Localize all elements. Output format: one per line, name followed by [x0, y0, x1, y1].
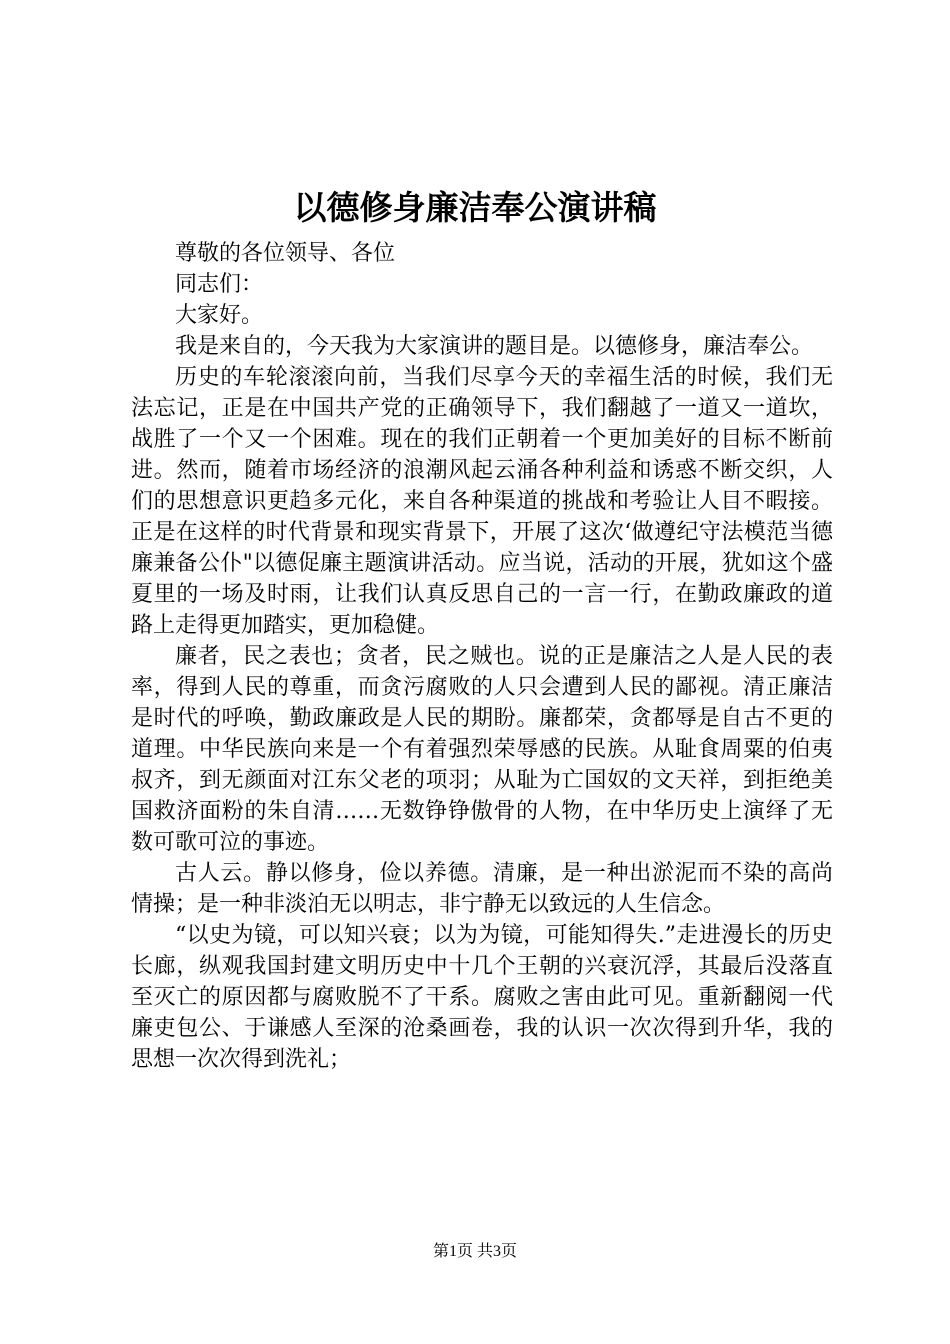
document-title: 以德修身廉洁奉公演讲稿 [293, 188, 657, 227]
paragraph-salutation-1: 尊敬的各位领导、各位 [175, 241, 396, 266]
paragraph-mirror: “以史为镜，可以知兴衰；以为为镜，可能知得失.”走进漫长的历史长廊，纵观我国封建文明历史中十几个王朝的兴衰沉浮，其最后没落直至灭亡的原因都与腐败脱不了干系。腐败之害由此可见。重新翻阅一代廉吏包公、于谦感人至深的沧桑画卷，我的认识一次次得到升华，我的思想一次次得到洗礼； [131, 923, 833, 1072]
paragraph-greeting: 大家好。 [175, 303, 264, 328]
paragraph-ancients: 古人云。静以修身，俭以养德。清廉，是一种出淤泥而不染的高尚情操；是一种非淡泊无以明志，非宁静无以致远的人生信念。 [131, 861, 833, 917]
paragraph-history: 历史的车轮滚滚向前，当我们尽享今天的幸福生活的时候，我们无法忘记，正是在中国共产党的正确领导下，我们翻越了一道又一道坎，战胜了一个又一个困难。现在的我们正朝着一个更加美好的目标不断前进。然而，随着市场经济的浪潮风起云涌各种利益和诱惑不断交织，人们的思想意识更趋多元化，来自各种渠道的挑战和考验让人目不暇接。正是在这样的时代背景和现实背景下，开展了这次‘做遵纪守法模范当德廉兼备公仆"以德促廉主题演讲活动。应当说，活动的开展，犹如这个盛夏里的一场及时雨，让我们认真反思自己的一言一行，在勤政廉政的道路上走得更加踏实，更加稳健。 [131, 365, 833, 638]
paragraph-salutation-2: 同志们： [175, 272, 264, 297]
paragraph-integrity: 廉者，民之表也；贪者，民之贼也。说的正是廉洁之人是人民的表率，得到人民的尊重，而贪污腐败的人只会遭到人民的鄙视。清正廉洁是时代的呼唤，勤政廉政是人民的期盼。廉都荣，贪都辱是自古不更的道理。中华民族向来是一个有着强烈荣辱感的民族。从耻食周粟的伯夷叔齐，到无颜面对江东父老的项羽；从耻为亡国奴的文天祥，到拒绝美国救济面粉的朱自清……无数铮铮傲骨的人物，在中华历史上演绎了无数可歌可泣的事迹。 [131, 644, 833, 855]
page-number: 第1页 共3页 [432, 1243, 517, 1260]
document-body [131, 238, 833, 1075]
paragraph-topic: 我是来自的，今天我为大家演讲的题目是。以德修身，廉洁奉公。 [175, 334, 814, 359]
